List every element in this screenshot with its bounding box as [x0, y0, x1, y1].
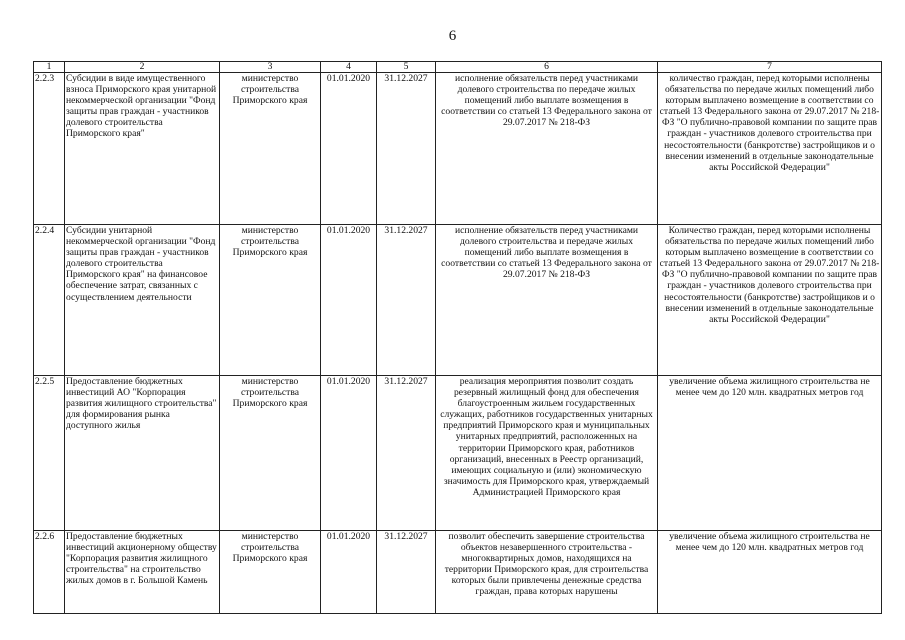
row-code: 2.2.6	[34, 531, 65, 614]
start-date: 01.01.2020	[321, 376, 377, 531]
column-number-2: 2	[65, 62, 220, 73]
measure-name: Субсидии в виде имущественного взноса Приморского края унитарной некоммерческой организации "Фонд защиты прав граждан - участников долевого строительства Приморского края"	[65, 73, 220, 225]
measure-name: Предоставление бюджетных инвестиций АО "Корпорация развития жилищного строительства" для формирования рынка доступного жилья	[65, 376, 220, 531]
row-code: 2.2.5	[34, 376, 65, 531]
column-number-1: 1	[34, 62, 65, 73]
row-code: 2.2.4	[34, 225, 65, 376]
column-number-5: 5	[377, 62, 436, 73]
end-date: 31.12.2027	[377, 73, 436, 225]
target-indicator: количество граждан, перед которыми исполнены обязательства по передаче жилых помещений либо которым выплачено возмещение в соответствии со статьей 13 Федерального закона от 29.07.2017 № 218-ФЗ "О публично-правовой компании по защите прав граждан - участников долевого строительства при несостоятельности (банкротстве) застройщиков и о внесении изменений в отдельные законодательные акты Российской Федерации"	[658, 73, 882, 225]
row-code: 2.2.3	[34, 73, 65, 225]
column-number-row	[34, 62, 882, 73]
column-number-6: 6	[436, 62, 658, 73]
column-number-3: 3	[220, 62, 321, 73]
start-date: 01.01.2020	[321, 73, 377, 225]
table-row	[34, 376, 882, 531]
measure-name: Предоставление бюджетных инвестиций акционерному обществу "Корпорация развития жилищного строительства" на строительство жилых домов в г. Большой Камень	[65, 531, 220, 614]
target-indicator: увеличение объема жилищного строительства не менее чем до 120 млн. квадратных метров год	[658, 531, 882, 614]
end-date: 31.12.2027	[377, 225, 436, 376]
end-date: 31.12.2027	[377, 531, 436, 614]
target-indicator: Количество граждан, перед которыми исполнены обязательства по передаче жилых помещений либо которым выплачено возмещение в соответствии со статьей 13 Федерального закона от 29.07.2017 № 218-ФЗ "О публично-правовой компании по защите прав граждан - участников долевого строительства при несостоятельности (банкротстве) застройщиков и о внесении изменений в отдельные законодательные акты Российской Федерации"	[658, 225, 882, 376]
program-measures-table	[33, 61, 882, 614]
executor: министерство строительства Приморского края	[220, 376, 321, 531]
expected-result: реализация мероприятия позволит создать резервный жилищный фонд для обеспечения благоустроенным жильем государственных служащих, работников государственных унитарных предприятий Приморского края и муниципальных унитарных предприятий, расположенных на территории Приморского края, работников организаций, внесенных в Реестр организаций, имеющих социальную и (или) экономическую значимость для Приморского края, утверждаемый Администрацией Приморского края	[436, 376, 658, 531]
expected-result: исполнение обязательств перед участниками долевого строительства по передаче жилых помещений либо выплате возмещения в соответствии со статьей 13 Федерального закона от 29.07.2017 № 218-ФЗ	[436, 73, 658, 225]
expected-result: позволит обеспечить завершение строительства объектов незавершенного строительства - многоквартирных домов, находящихся на территории Приморского края, для строительства которых были привлечены денежные средства граждан, права которых нарушены	[436, 531, 658, 614]
column-number-4: 4	[321, 62, 377, 73]
table-row	[34, 73, 882, 225]
start-date: 01.01.2020	[321, 225, 377, 376]
start-date: 01.01.2020	[321, 531, 377, 614]
column-number-7: 7	[658, 62, 882, 73]
measure-name: Субсидии унитарной некоммерческой организации "Фонд защиты прав граждан - участников долевого строительства Приморского края" на финансовое обеспечение затрат, связанных с осуществлением деятельности	[65, 225, 220, 376]
expected-result: исполнение обязательств перед участниками долевого строительства и передаче жилых помещений либо выплате возмещения в соответствии со статьей 13 Федерального закона от 29.07.2017 № 218-ФЗ	[436, 225, 658, 376]
page-number: 6	[448, 28, 457, 44]
executor: министерство строительства Приморского края	[220, 73, 321, 225]
table-row	[34, 531, 882, 614]
target-indicator: увеличение объема жилищного строительства не менее чем до 120 млн. квадратных метров год	[658, 376, 882, 531]
executor: министерство строительства Приморского края	[220, 531, 321, 614]
table-row	[34, 225, 882, 376]
end-date: 31.12.2027	[377, 376, 436, 531]
executor: министерство строительства Приморского края	[220, 225, 321, 376]
